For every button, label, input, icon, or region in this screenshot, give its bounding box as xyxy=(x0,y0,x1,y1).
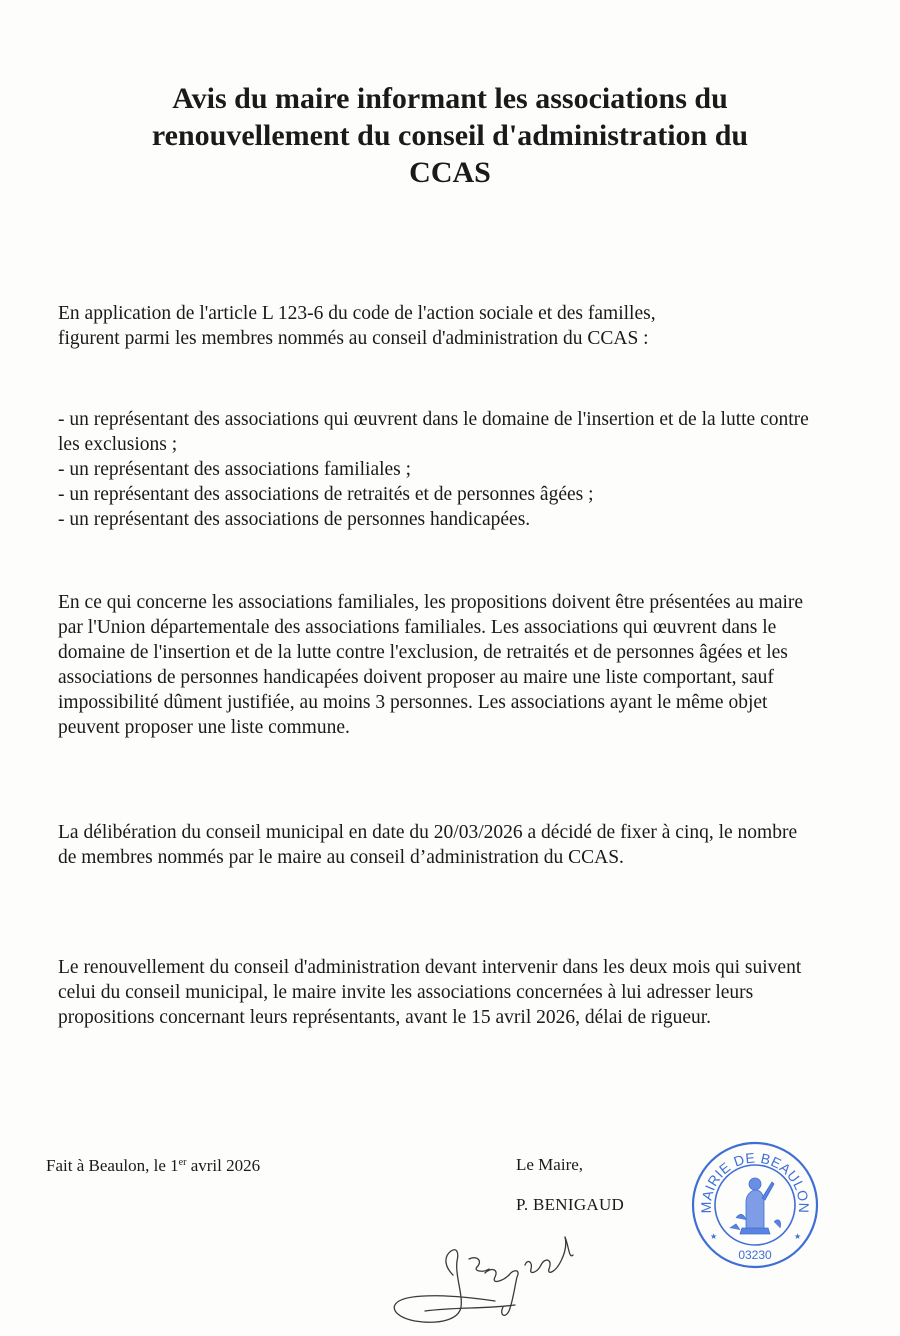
mayor-label: Le Maire, xyxy=(516,1155,584,1174)
title-line-2: renouvellement du conseil d'administration du xyxy=(151,119,749,152)
handwritten-signature xyxy=(385,1215,615,1330)
town-hall-stamp xyxy=(688,1138,822,1272)
stamp-postal-code: 03230 xyxy=(738,1248,772,1262)
list-item: - un représentant des associations familiales ; xyxy=(58,459,412,480)
day-suffix: er xyxy=(178,1157,187,1168)
place-date xyxy=(46,1152,260,1177)
place-date-prefix: Fait à Beaulon, le 1 xyxy=(46,1156,179,1175)
stamp-emblem xyxy=(730,1178,781,1234)
list-item: - un représentant des associations de personnes handicapées. xyxy=(58,509,531,530)
title-line-3: CCAS xyxy=(409,156,491,189)
list-item: - un représentant des associations de retraités et de personnes âgées ; xyxy=(58,484,594,505)
svg-text:★: ★ xyxy=(794,1232,802,1241)
deliberation-paragraph: La délibération du conseil municipal en date du 20/03/2026 a décidé de fixer à cinq, le nombre de membres nommés par le maire au conseil d’administration du CCAS. xyxy=(58,822,798,868)
proposals-paragraph: En ce qui concerne les associations familiales, les propositions doivent être présentées au maire par l'Union départementale des associations familiales. Les associations qui œuvrent dans le domaine de l'insertion et de la lutte contre l'exclusion, de retraités et de personnes âgées et les associations de personnes handicapées doivent proposer au maire une liste comportant, sauf impossibilité dûment justifiée, au moins 3 personnes. Les associations ayant le même objet peuvent proposer une liste commune. xyxy=(58,592,804,738)
svg-text:★: ★ xyxy=(710,1232,718,1241)
title-line-1: Avis du maire informant les associations du xyxy=(172,82,728,115)
list-item: - un représentant des associations qui œuvrent dans le domaine de l'insertion et de la lutte contre les exclusions ; xyxy=(58,409,809,455)
place-date-rest: avril 2026 xyxy=(186,1156,261,1175)
intro-line-2: figurent parmi les membres nommés au conseil d'administration du CCAS : xyxy=(58,328,649,349)
invitation-paragraph: Le renouvellement du conseil d'administration devant intervenir dans les deux mois qui suivent celui du conseil municipal, le maire invite les associations concernées à lui adresser leurs propositions concernant leurs représentants, avant le 15 avril 2026, délai de rigueur. xyxy=(58,957,802,1028)
document-title xyxy=(80,80,820,191)
mayor-name: P. BENIGAUD xyxy=(516,1195,625,1214)
representatives-list xyxy=(58,407,818,532)
intro-line-1: En application de l'article L 123-6 du code de l'action sociale et des familles, xyxy=(58,303,656,324)
stamp-text: MAIRIE DE BEAULON xyxy=(697,1149,813,1214)
intro-paragraph xyxy=(58,301,818,351)
